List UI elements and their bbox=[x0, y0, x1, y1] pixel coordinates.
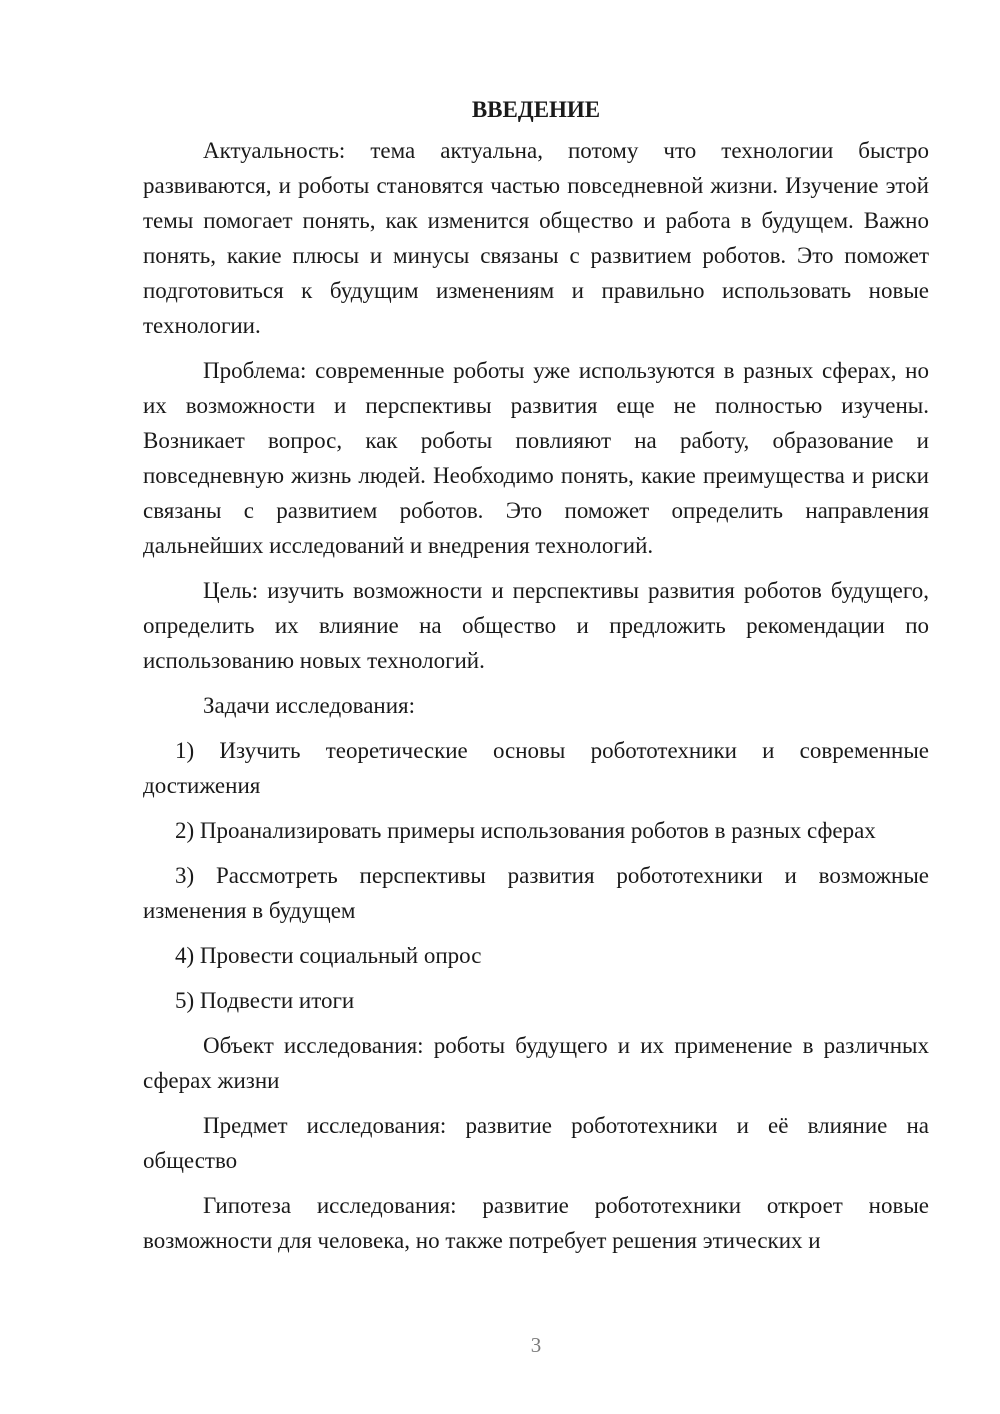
task-item: 4) Провести социальный опрос bbox=[175, 943, 482, 968]
tasks-heading: Задачи исследования: bbox=[203, 693, 416, 718]
task-item: 3) Рассмотреть перспективы развития робототехники и возможные изменения в будущем bbox=[143, 863, 929, 923]
goal-paragraph: Цель: изучить возможности и перспективы развития роботов будущего, определить их влияние на общество и предложить рекомендации по использованию новых технологий. bbox=[143, 578, 929, 673]
subject-paragraph: Предмет исследования: развитие робототехники и её влияние на общество bbox=[143, 1113, 929, 1173]
page-number: 3 bbox=[530, 1333, 542, 1357]
page-title: ВВЕДЕНИЕ bbox=[471, 97, 601, 122]
relevance-paragraph: Актуальность: тема актуальна, потому что технологии быстро развиваются, и роботы становятся частью повседневной жизни. Изучение этой темы помогает понять, как изменится общество и работа в будущем. Важно понять, какие плюсы и минусы связаны с развитием роботов. Это поможет подготовиться к будущим изменениям и правильно использовать новые технологии. bbox=[143, 138, 929, 338]
hypothesis-paragraph: Гипотеза исследования: развитие робототехники откроет новые возможности для человека, но также потребует решения этических и bbox=[143, 1193, 929, 1253]
task-item: 2) Проанализировать примеры использования роботов в разных сферах bbox=[175, 818, 876, 843]
object-paragraph: Объект исследования: роботы будущего и их применение в различных сферах жизни bbox=[143, 1033, 929, 1093]
task-item: 5) Подвести итоги bbox=[175, 988, 355, 1013]
page-content bbox=[143, 92, 929, 1268]
task-item: 1) Изучить теоретические основы робототехники и современные достижения bbox=[143, 738, 929, 798]
problem-paragraph: Проблема: современные роботы уже используются в разных сферах, но их возможности и перспективы развития еще не полностью изучены. Возникает вопрос, как роботы повлияют на работу, образование и повседневную жизнь людей. Необходимо понять, какие преимущества и риски связаны с развитием роботов. Это поможет определить направления дальнейших исследований и внедрения технологий. bbox=[143, 358, 929, 558]
